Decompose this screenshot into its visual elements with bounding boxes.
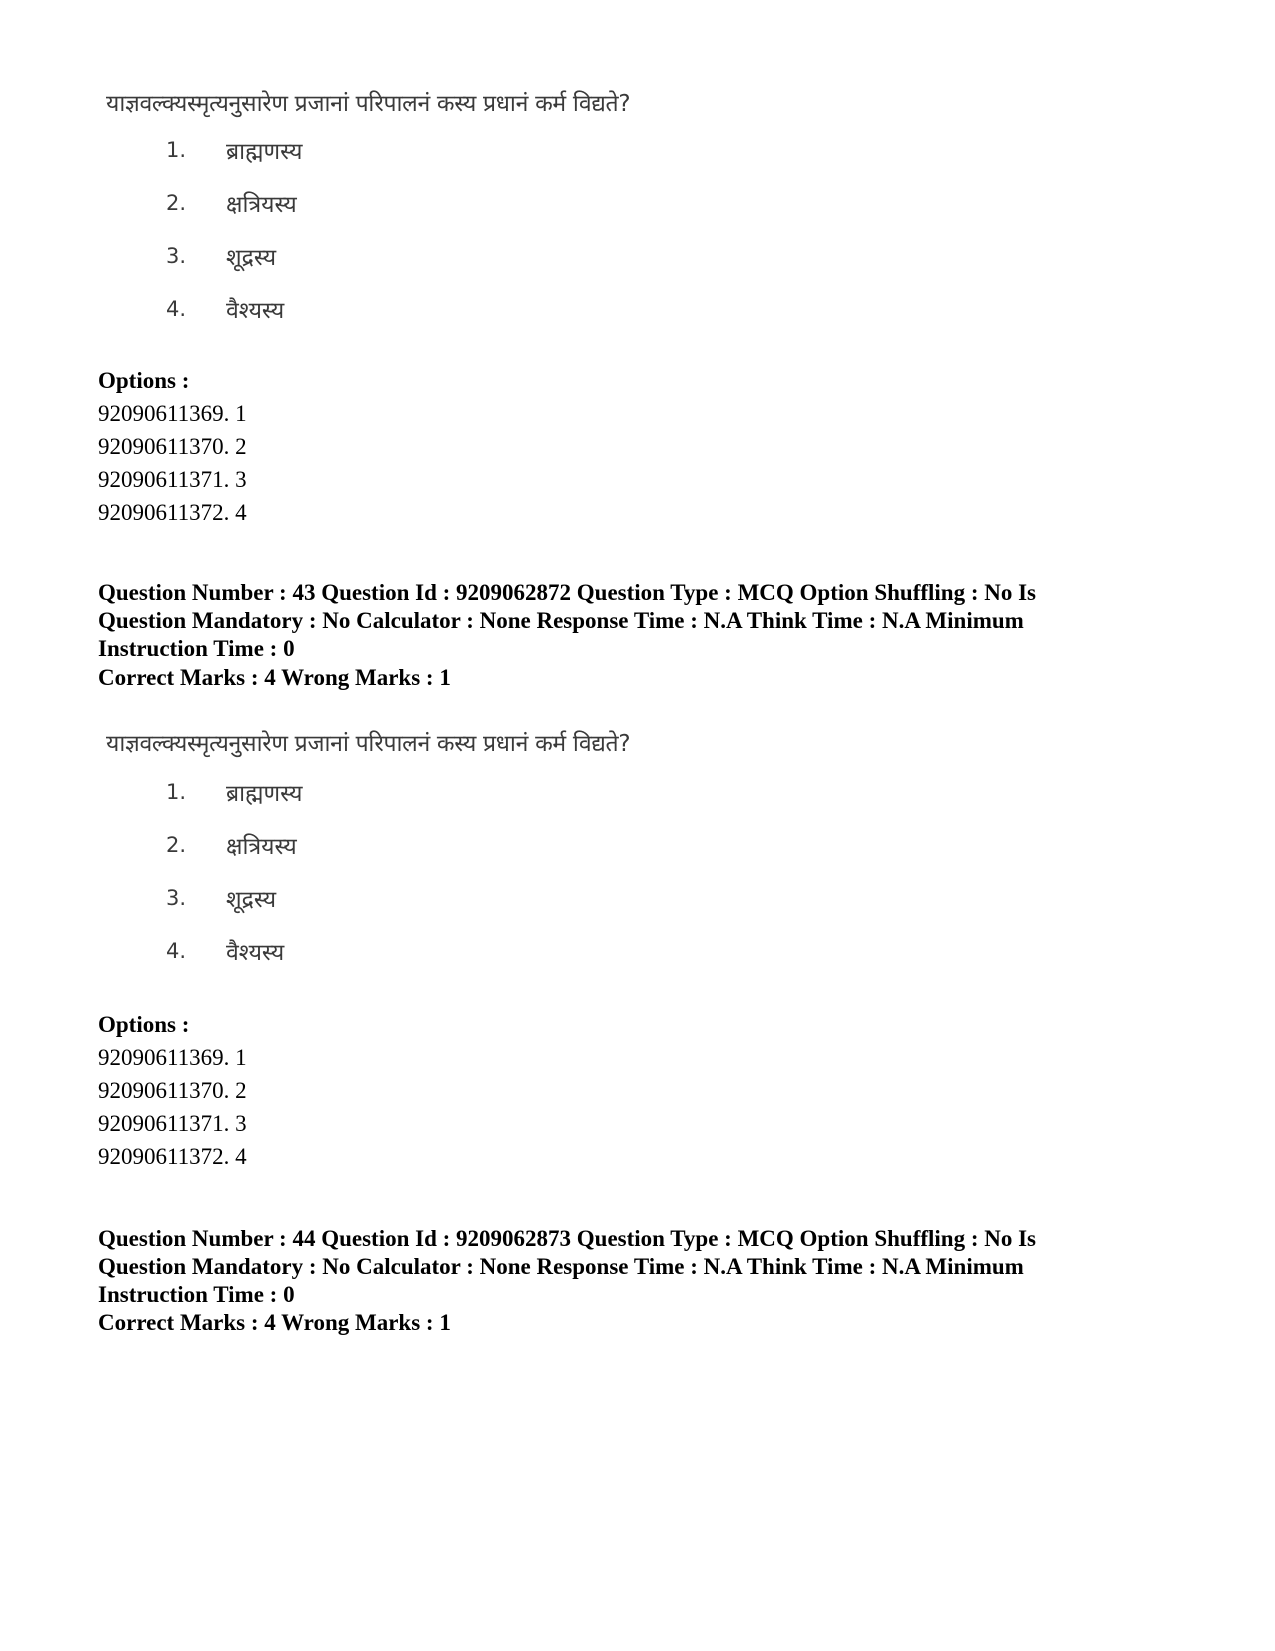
choice-number: 3. bbox=[166, 244, 187, 268]
choice-item bbox=[166, 240, 276, 280]
choice-text: ब्राह्मणस्य bbox=[226, 781, 303, 807]
options-heading: Options : bbox=[98, 368, 190, 393]
option-id-line: 92090611369. 1 bbox=[98, 1045, 247, 1070]
meta-line: Question Number : 43 Question Id : 9209062872 Question Type : MCQ Option Shuffling : No Is bbox=[98, 580, 1037, 605]
choice-number: 1. bbox=[166, 780, 187, 804]
options-heading: Options : bbox=[98, 1012, 190, 1037]
choice-number: 2. bbox=[166, 191, 187, 215]
choice-item bbox=[166, 882, 276, 922]
choice-number: 4. bbox=[166, 939, 187, 963]
choice-number: 2. bbox=[166, 833, 187, 857]
marks-line: Correct Marks : 4 Wrong Marks : 1 bbox=[98, 665, 451, 690]
option-id-line: 92090611370. 2 bbox=[98, 434, 247, 459]
marks-line: Correct Marks : 4 Wrong Marks : 1 bbox=[98, 1310, 451, 1335]
choice-text: वैश्यस्य bbox=[226, 940, 285, 966]
choice-item bbox=[166, 187, 297, 227]
choice-text: क्षत्रियस्य bbox=[226, 192, 297, 218]
option-id-line: 92090611370. 2 bbox=[98, 1078, 247, 1103]
choice-text: शूद्रस्य bbox=[226, 887, 277, 913]
meta-line: Instruction Time : 0 bbox=[98, 636, 295, 661]
choice-number: 3. bbox=[166, 886, 187, 910]
question-meta bbox=[98, 1225, 1108, 1309]
option-id-line: 92090611371. 3 bbox=[98, 1111, 247, 1136]
choice-item bbox=[166, 776, 302, 816]
meta-line: Question Number : 44 Question Id : 9209062873 Question Type : MCQ Option Shuffling : No Is bbox=[98, 1226, 1037, 1251]
choice-text: ब्राह्मणस्य bbox=[226, 139, 303, 165]
choice-text: शूद्रस्य bbox=[226, 245, 277, 271]
meta-line: Question Mandatory : No Calculator : None Response Time : N.A Think Time : N.A Minimum bbox=[98, 1254, 1024, 1279]
choice-text: वैश्यस्य bbox=[226, 298, 285, 324]
option-id-line: 92090611371. 3 bbox=[98, 467, 247, 492]
option-id-line: 92090611369. 1 bbox=[98, 401, 247, 426]
question-text: याज्ञवल्क्यस्मृत्यनुसारेण प्रजानां परिपालनं कस्य प्रधानं कर्म विद्यते? bbox=[106, 91, 631, 117]
question-text: याज्ञवल्क्यस्मृत्यनुसारेण प्रजानां परिपालनं कस्य प्रधानं कर्म विद्यते? bbox=[106, 731, 631, 757]
choice-item bbox=[166, 829, 297, 869]
choice-item bbox=[166, 293, 284, 333]
meta-line: Question Mandatory : No Calculator : None Response Time : N.A Think Time : N.A Minimum bbox=[98, 608, 1024, 633]
choice-text: क्षत्रियस्य bbox=[226, 834, 297, 860]
choice-item bbox=[166, 134, 302, 174]
question-meta bbox=[98, 579, 1108, 663]
meta-line: Instruction Time : 0 bbox=[98, 1282, 295, 1307]
choice-item bbox=[166, 935, 284, 975]
choice-number: 1. bbox=[166, 138, 187, 162]
option-id-line: 92090611372. 4 bbox=[98, 500, 247, 525]
choice-number: 4. bbox=[166, 297, 187, 321]
option-id-line: 92090611372. 4 bbox=[98, 1144, 247, 1169]
